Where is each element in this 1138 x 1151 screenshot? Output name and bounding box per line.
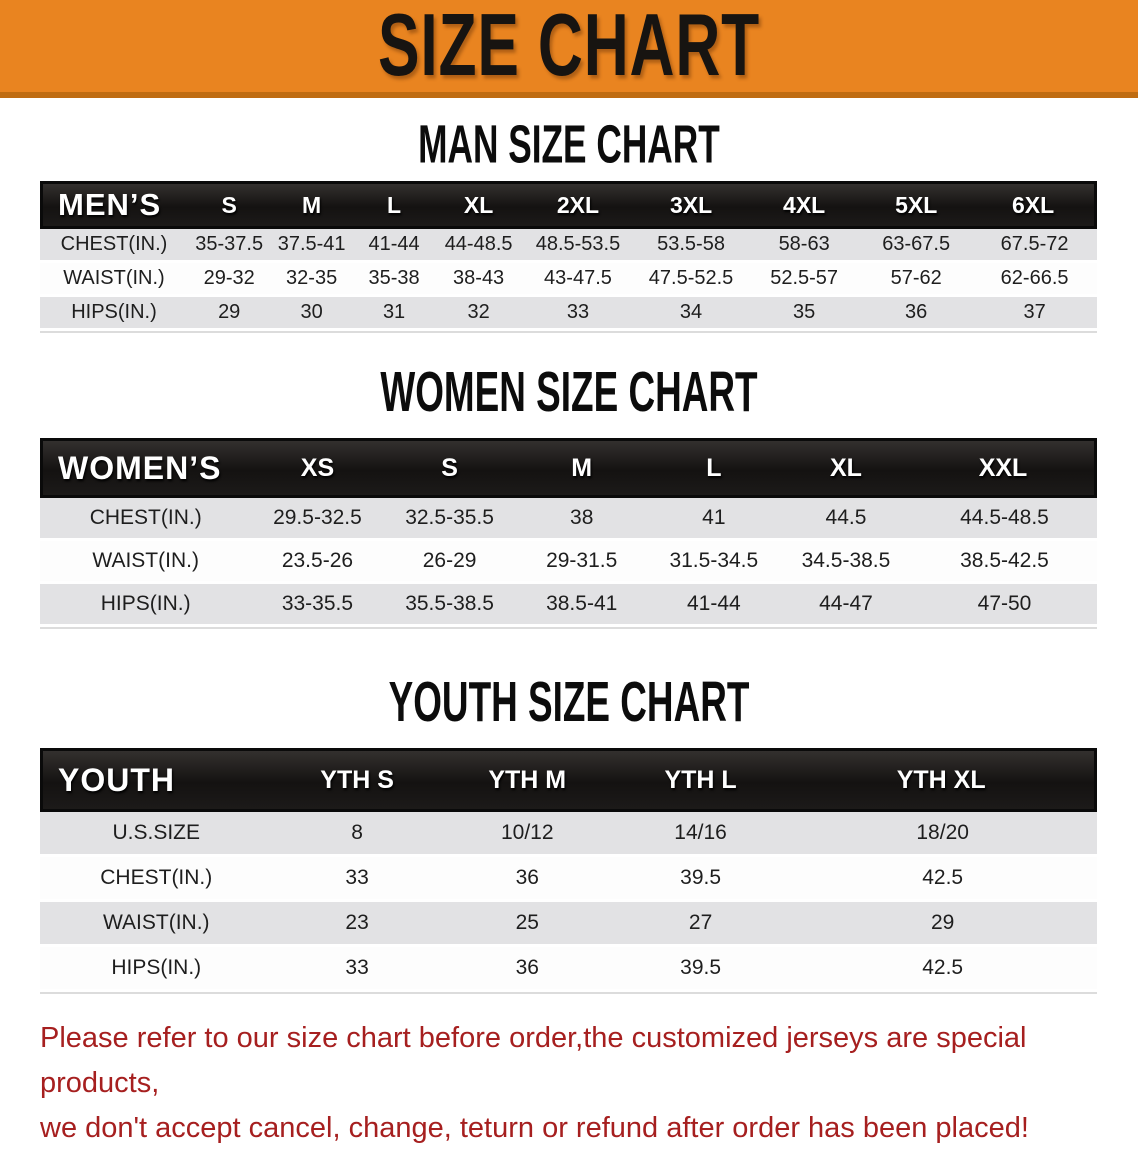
size-cell: 34 — [634, 297, 748, 331]
man-size-chart-table — [40, 181, 1097, 333]
size-cell: 10/12 — [442, 812, 613, 857]
size-cell: 44-47 — [780, 584, 912, 627]
section-heading-text: MAN SIZE CHART — [418, 114, 720, 175]
size-cell: 47.5-52.5 — [634, 263, 748, 297]
column-header: 6XL — [972, 181, 1097, 229]
size-cell: 29-32 — [188, 263, 270, 297]
man-size-chart-section — [0, 114, 1138, 333]
women-size-chart-table — [40, 438, 1097, 629]
table-corner-label: MEN’S — [40, 181, 188, 229]
table-body — [40, 812, 1097, 992]
size-cell: 35 — [748, 297, 860, 331]
row-label: WAIST(IN.) — [40, 263, 188, 297]
size-cell: 48.5-53.5 — [522, 229, 634, 263]
size-cell: 62-66.5 — [972, 263, 1097, 297]
column-header: L — [353, 181, 435, 229]
table-row — [40, 263, 1097, 297]
table-row — [40, 541, 1097, 584]
row-label: U.S.SIZE — [40, 812, 273, 857]
size-cell: 33 — [522, 297, 634, 331]
size-cell: 41-44 — [353, 229, 435, 263]
size-cell: 31 — [353, 297, 435, 331]
column-header: YTH S — [273, 748, 442, 812]
column-header: YTH L — [613, 748, 788, 812]
size-cell: 30 — [270, 297, 352, 331]
table-corner-label: WOMEN’S — [40, 438, 251, 498]
size-cell: 67.5-72 — [972, 229, 1097, 263]
table-header — [40, 748, 1097, 812]
row-label: WAIST(IN.) — [40, 541, 251, 584]
table-header — [40, 181, 1097, 229]
size-cell: 32.5-35.5 — [384, 498, 516, 541]
size-cell: 38.5-41 — [516, 584, 648, 627]
size-cell: 42.5 — [788, 947, 1097, 992]
section-heading — [0, 114, 1138, 175]
column-header: M — [270, 181, 352, 229]
column-header: XL — [435, 181, 522, 229]
column-header: 3XL — [634, 181, 748, 229]
size-cell: 32-35 — [270, 263, 352, 297]
size-cell: 63-67.5 — [860, 229, 972, 263]
size-cell: 37 — [972, 297, 1097, 331]
row-label: CHEST(IN.) — [40, 229, 188, 263]
table-body — [40, 229, 1097, 331]
size-cell: 35.5-38.5 — [384, 584, 516, 627]
size-cell: 8 — [273, 812, 442, 857]
size-cell: 35-38 — [353, 263, 435, 297]
size-cell: 38.5-42.5 — [912, 541, 1097, 584]
size-cell: 29.5-32.5 — [251, 498, 383, 541]
section-heading-text: YOUTH SIZE CHART — [388, 669, 750, 734]
size-cell: 58-63 — [748, 229, 860, 263]
column-header: XXL — [912, 438, 1097, 498]
size-cell: 47-50 — [912, 584, 1097, 627]
size-cell: 35-37.5 — [188, 229, 270, 263]
size-cell: 23 — [273, 902, 442, 947]
column-header: YTH M — [442, 748, 613, 812]
size-cell: 29 — [188, 297, 270, 331]
size-cell: 53.5-58 — [634, 229, 748, 263]
column-header: YTH XL — [788, 748, 1097, 812]
size-cell: 43-47.5 — [522, 263, 634, 297]
table-row — [40, 812, 1097, 857]
column-header: 5XL — [860, 181, 972, 229]
women-size-chart-section — [0, 359, 1138, 629]
size-cell: 38-43 — [435, 263, 522, 297]
size-cell: 32 — [435, 297, 522, 331]
table-row — [40, 857, 1097, 902]
size-cell: 23.5-26 — [251, 541, 383, 584]
column-header: 2XL — [522, 181, 634, 229]
column-header: M — [516, 438, 648, 498]
section-heading — [0, 359, 1138, 424]
column-header: XS — [251, 438, 383, 498]
row-label: WAIST(IN.) — [40, 902, 273, 947]
column-header: S — [384, 438, 516, 498]
size-cell: 36 — [442, 947, 613, 992]
size-cell: 44-48.5 — [435, 229, 522, 263]
table-header-row — [40, 748, 1097, 812]
row-label: HIPS(IN.) — [40, 584, 251, 627]
row-label: HIPS(IN.) — [40, 947, 273, 992]
table-row — [40, 229, 1097, 263]
size-cell: 33 — [273, 857, 442, 902]
table-row — [40, 297, 1097, 331]
size-cell: 44.5 — [780, 498, 912, 541]
notice-line-1: Please refer to our size chart before order,the customized jerseys are special products, — [40, 1022, 1027, 1099]
size-cell: 33 — [273, 947, 442, 992]
order-notice — [40, 1016, 1100, 1151]
size-cell: 14/16 — [613, 812, 788, 857]
row-label: HIPS(IN.) — [40, 297, 188, 331]
size-cell: 36 — [860, 297, 972, 331]
youth-size-chart-section — [0, 669, 1138, 994]
page-title-text: SIZE CHART — [377, 0, 761, 95]
size-cell: 52.5-57 — [748, 263, 860, 297]
column-header: 4XL — [748, 181, 860, 229]
size-cell: 29-31.5 — [516, 541, 648, 584]
table-corner-label: YOUTH — [40, 748, 273, 812]
size-cell: 25 — [442, 902, 613, 947]
column-header: S — [188, 181, 270, 229]
size-cell: 27 — [613, 902, 788, 947]
table-header — [40, 438, 1097, 498]
table-header-row — [40, 438, 1097, 498]
page-title — [336, 0, 802, 95]
youth-size-chart-table — [40, 748, 1097, 994]
size-cell: 41 — [648, 498, 780, 541]
size-cell: 18/20 — [788, 812, 1097, 857]
size-cell: 29 — [788, 902, 1097, 947]
size-cell: 42.5 — [788, 857, 1097, 902]
table-header-row — [40, 181, 1097, 229]
size-cell: 39.5 — [613, 947, 788, 992]
row-label: CHEST(IN.) — [40, 857, 273, 902]
size-cell: 36 — [442, 857, 613, 902]
size-cell: 41-44 — [648, 584, 780, 627]
section-heading-text: WOMEN SIZE CHART — [380, 359, 758, 424]
size-cell: 33-35.5 — [251, 584, 383, 627]
table-row — [40, 947, 1097, 992]
size-cell: 26-29 — [384, 541, 516, 584]
section-heading — [0, 669, 1138, 734]
size-cell: 37.5-41 — [270, 229, 352, 263]
size-cell: 44.5-48.5 — [912, 498, 1097, 541]
size-cell: 39.5 — [613, 857, 788, 902]
table-body — [40, 498, 1097, 627]
column-header: XL — [780, 438, 912, 498]
size-cell: 31.5-34.5 — [648, 541, 780, 584]
row-label: CHEST(IN.) — [40, 498, 251, 541]
banner — [0, 0, 1138, 98]
table-row — [40, 584, 1097, 627]
column-header: L — [648, 438, 780, 498]
size-cell: 34.5-38.5 — [780, 541, 912, 584]
notice-line-2: we don't accept cancel, change, teturn or refund after order has been placed! — [40, 1111, 1029, 1144]
size-cell: 57-62 — [860, 263, 972, 297]
table-row — [40, 902, 1097, 947]
size-chart-sections — [0, 114, 1138, 994]
size-cell: 38 — [516, 498, 648, 541]
table-row — [40, 498, 1097, 541]
